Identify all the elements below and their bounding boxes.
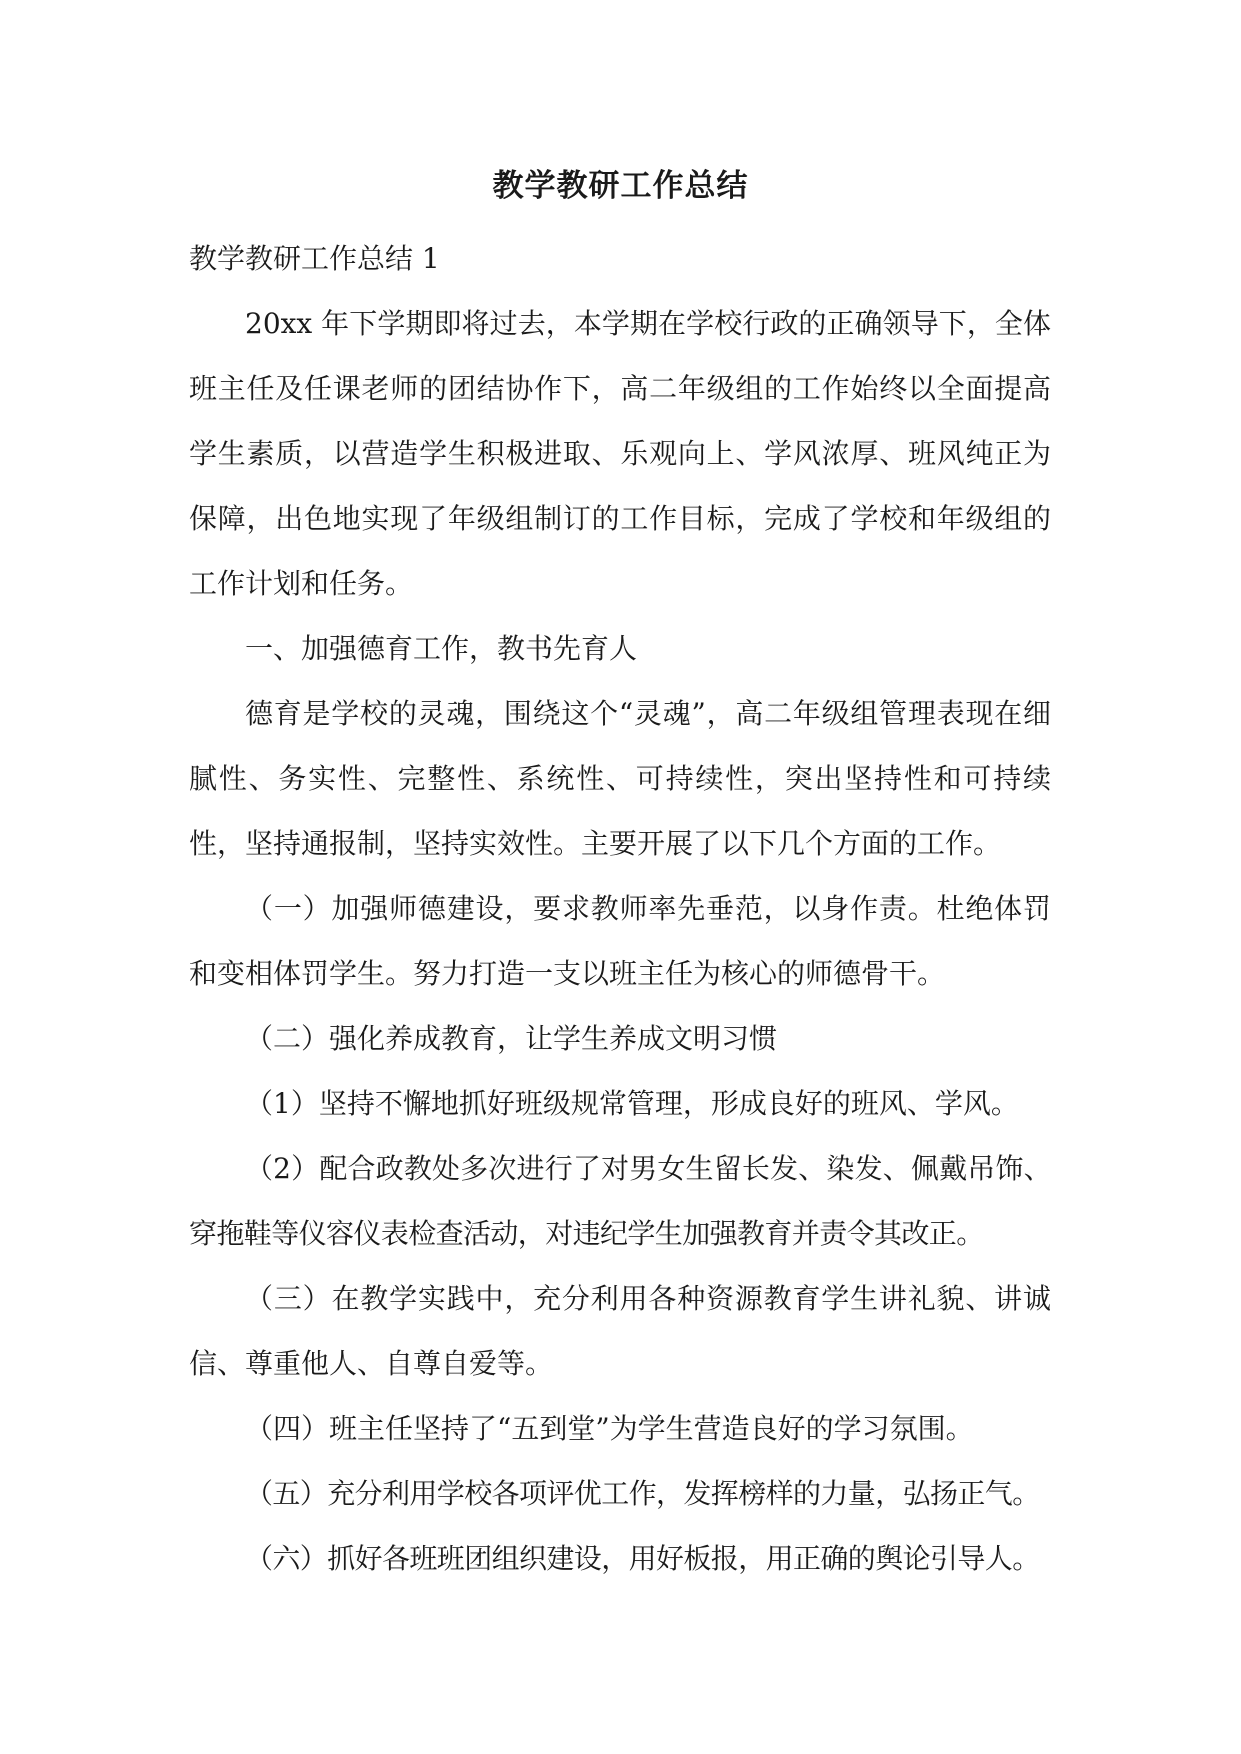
document-title: 教学教研工作总结 (492, 168, 749, 204)
paragraph-intro: 20xx 年下学期即将过去，本学期在学校行政的正确领导下，全体班主任及任课老师的团结协作下，高二年级组的工作始终以全面提高学生素质，以营造学生积极进取、乐观向上、学风浓厚、班风纯正为保障，出色地实现了年级组制订的工作目标，完成了学校和年级组的工作计划和任务。 (189, 307, 1051, 600)
list-item-6: （六）抓好各班班团组织建设，用好板报，用正确的舆论引导人。 (245, 1542, 1040, 1575)
section-heading-moral-education: 一、加强德育工作，教书先育人 (245, 632, 638, 665)
document-body (189, 226, 1051, 1591)
sub-item-1: （1）坚持不懈地抓好班级规常管理，形成良好的班风、学风。 (245, 1087, 1019, 1120)
list-item-2: （二）强化养成教育，让学生养成文明习惯 (245, 1022, 778, 1055)
sub-item-2: （2）配合政教处多次进行了对男女生留长发、染发、佩戴吊饰、穿拖鞋等仪容仪表检查活动，对违纪学生加强教育并责令其改正。 (189, 1152, 1051, 1250)
list-item-4: （四）班主任坚持了“五到堂”为学生营造良好的学习氛围。 (245, 1412, 974, 1445)
list-item-1: （一）加强师德建设，要求教师率先垂范，以身作责。杜绝体罚和变相体罚学生。努力打造一支以班主任为核心的师德骨干。 (189, 892, 1051, 990)
list-item-5: （五）充分利用学校各项评优工作，发挥榜样的力量，弘扬正气。 (245, 1477, 1040, 1510)
section-subtitle: 教学教研工作总结 1 (189, 242, 440, 275)
list-item-3: （三）在教学实践中，充分利用各种资源教育学生讲礼貌、讲诚信、尊重他人、自尊自爱等。 (189, 1282, 1051, 1380)
paragraph-moral-education: 德育是学校的灵魂，围绕这个“灵魂”，高二年级组管理表现在细腻性、务实性、完整性、系统性、可持续性，突出坚持性和可持续性，坚持通报制，坚持实效性。主要开展了以下几个方面的工作。 (189, 697, 1051, 860)
